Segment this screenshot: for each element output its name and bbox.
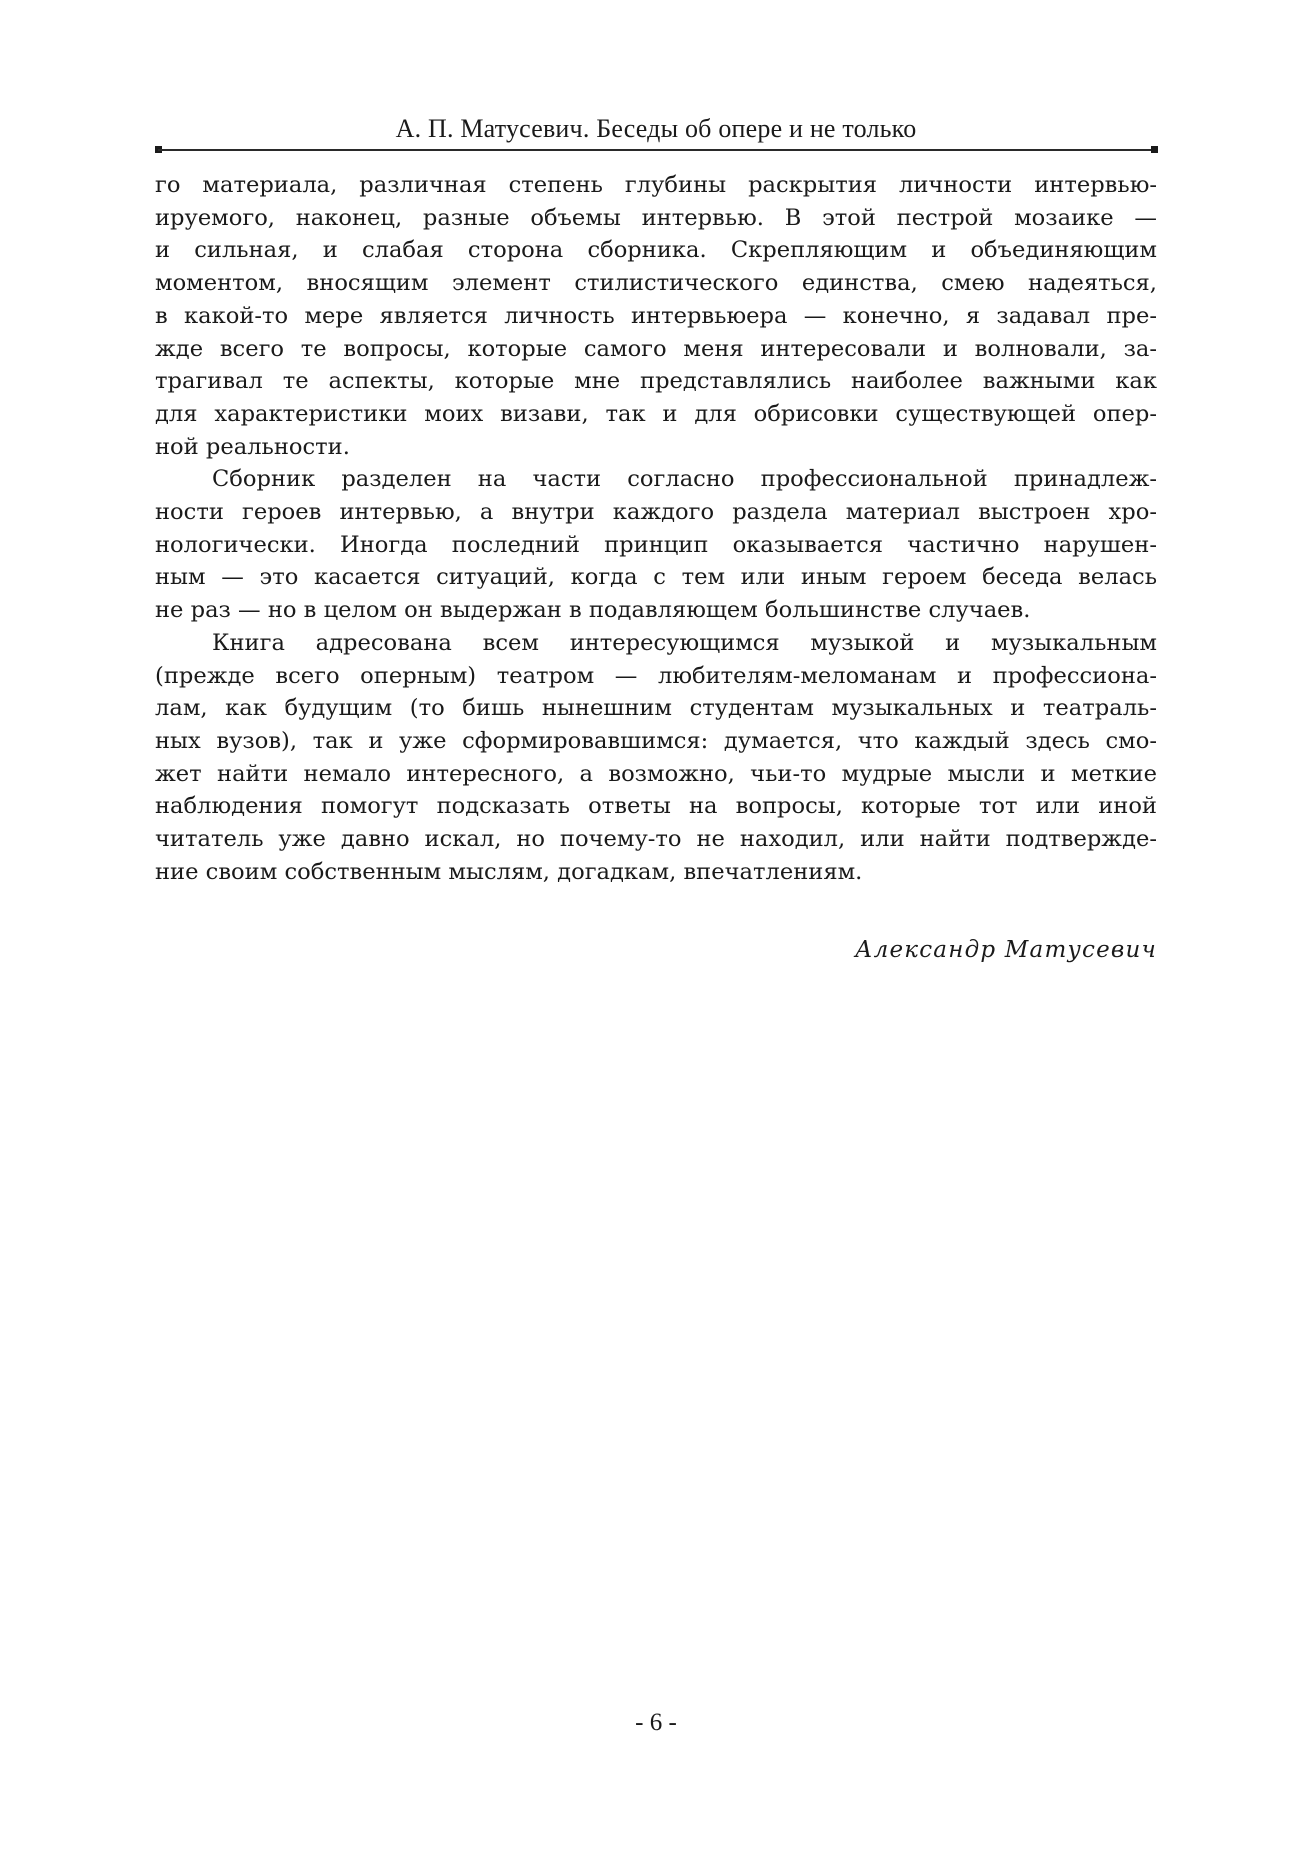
text-line: ным — это касается ситуаций, когда с тем или иным героем беседа велась — [155, 564, 1157, 591]
text-line: в какой-то мере является личность интервьюера — конечно, я задавал пре- — [155, 302, 1157, 329]
page-number: - 6 - — [635, 1709, 677, 1736]
text-line: читатель уже давно искал, но почему-то не находил, или найти подтвержде- — [155, 826, 1157, 853]
text-line: Книга адресована всем интересующимся музыкой и музыкальным — [212, 629, 1157, 656]
text-line: ной реальности. — [155, 433, 350, 460]
running-header: А. П. Матусевич. Беседы об опере и не только — [395, 114, 917, 143]
author-signature: Александр Матусевич — [855, 937, 1157, 963]
text-line: не раз — но в целом он выдержан в подавляющем большинстве случаев. — [155, 597, 1031, 624]
text-line: ности героев интервью, а внутри каждого раздела материал выстроен хро- — [155, 499, 1157, 526]
text-line: нологически. Иногда последний принцип оказывается частично нарушен- — [155, 531, 1157, 558]
text-line: Сборник разделен на части согласно профессиональной принадлеж- — [212, 466, 1157, 493]
text-line: жде всего те вопросы, которые самого меня интересовали и волновали, за- — [155, 335, 1157, 362]
header-rule — [158, 149, 1154, 151]
body-text — [155, 169, 1157, 888]
text-line: моментом, вносящим элемент стилистического единства, смею надеяться, — [155, 270, 1157, 297]
text-line: трагивал те аспекты, которые мне представлялись наиболее важными как — [155, 368, 1157, 395]
text-line: ных вузов), так и уже сформировавшимся: думается, что каждый здесь смо- — [155, 727, 1157, 754]
text-line: наблюдения помогут подсказать ответы на вопросы, которые тот или иной — [155, 793, 1157, 820]
text-line: для характеристики моих визави, так и для обрисовки существующей опер- — [155, 400, 1157, 427]
text-line: (прежде всего оперным) театром — любителям-меломанам и профессиона- — [155, 662, 1157, 689]
paragraph-1 — [155, 169, 1157, 463]
text-line: го материала, различная степень глубины раскрытия личности интервью- — [155, 172, 1157, 198]
paragraph-3 — [155, 627, 1157, 889]
text-line: ируемого, наконец, разные объемы интервью. В этой пестрой мозаике — — [155, 204, 1157, 231]
header-rule-right-cap — [1151, 146, 1158, 153]
text-line: жет найти немало интересного, а возможно, чьи-то мудрые мысли и меткие — [155, 760, 1157, 787]
text-line: и сильная, и слабая сторона сборника. Скрепляющим и объединяющим — [155, 237, 1157, 264]
paragraph-2 — [155, 463, 1157, 627]
text-line: лам, как будущим (то бишь нынешним студентам музыкальных и театраль- — [155, 695, 1157, 722]
text-line: ние своим собственным мыслям, догадкам, впечатлениям. — [155, 858, 863, 885]
